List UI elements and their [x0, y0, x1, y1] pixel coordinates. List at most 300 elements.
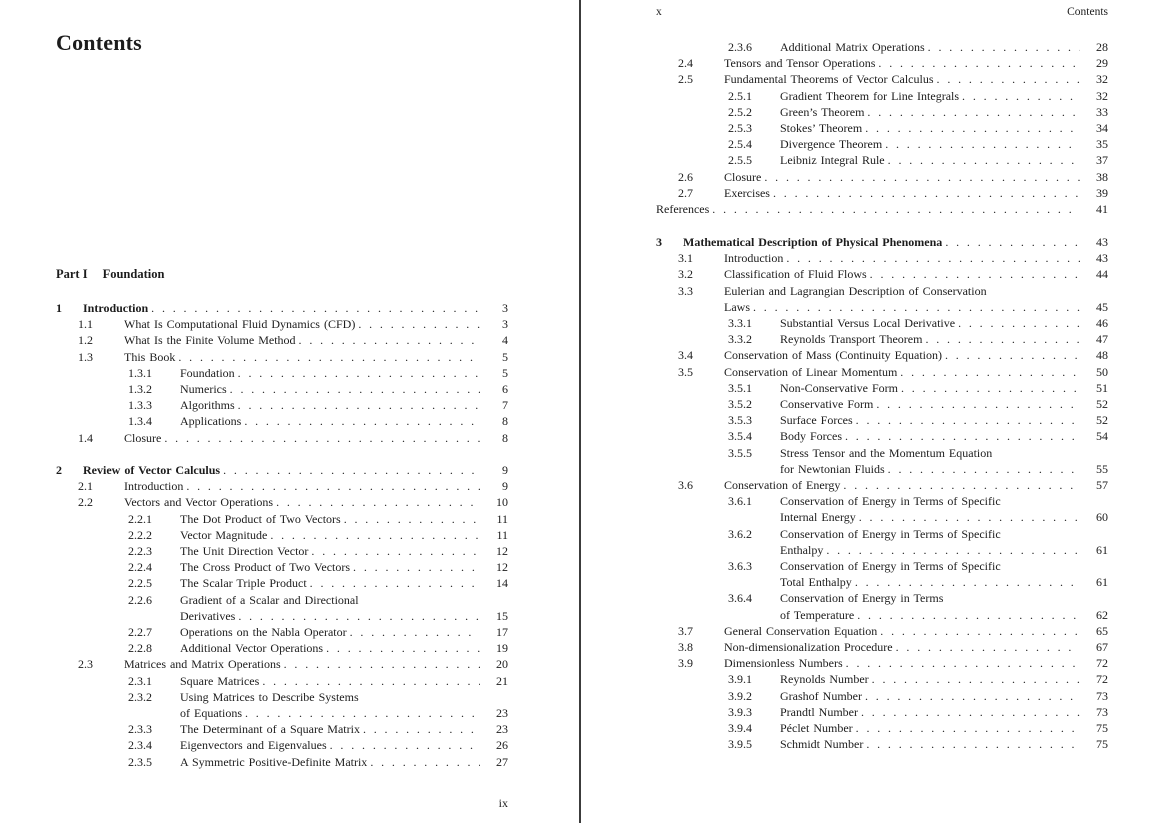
entry-number: 3.3 — [678, 283, 693, 298]
entry-number: 3.6.3 — [728, 559, 752, 574]
entry-page-number: 12 — [496, 544, 508, 559]
dot-leader — [856, 509, 1080, 525]
entry-title: Vector Magnitude — [180, 527, 268, 542]
entry-number: 3.1 — [678, 251, 693, 266]
entry-number: 1.3.4 — [128, 414, 152, 429]
toc-chapter-2-block — [56, 462, 508, 770]
entry-page-number: 8 — [502, 414, 508, 429]
toc-entry-line — [656, 152, 1108, 168]
entry-number: 3.4 — [678, 348, 693, 363]
toc-entry-line — [656, 704, 1108, 720]
dot-leader — [823, 542, 1080, 558]
entry-number: 3.7 — [678, 623, 693, 638]
toc-entry-line — [56, 624, 508, 640]
entry-number: 1.3.2 — [128, 382, 152, 397]
entry-title: Green’s Theorem — [780, 104, 865, 119]
entry-page-number: 33 — [1096, 104, 1108, 119]
entry-number: 3.6.4 — [728, 591, 752, 606]
dot-leader — [898, 380, 1080, 396]
toc-entry-line — [56, 721, 508, 737]
toc-entry-line — [656, 299, 1108, 315]
entry-number: 1.2 — [78, 333, 93, 348]
toc-entry-line — [656, 331, 1108, 347]
toc-chapter-2-continued-block — [656, 39, 1108, 217]
entry-page-number: 17 — [496, 625, 508, 640]
toc-entry-line — [656, 201, 1108, 217]
entry-number: 1.1 — [78, 317, 93, 332]
toc-entry-line — [656, 558, 1108, 574]
toc-entry-line — [656, 736, 1108, 752]
entry-page-number: 15 — [496, 608, 508, 623]
entry-title: Conservation of Mass (Continuity Equation) — [724, 348, 942, 363]
dot-leader — [854, 607, 1080, 623]
entry-number: 2.1 — [78, 479, 93, 494]
entry-page-number: 19 — [496, 641, 508, 656]
entry-page-number: 21 — [496, 673, 508, 688]
entry-title: What Is the Finite Volume Method — [124, 333, 296, 348]
dot-leader — [761, 169, 1080, 185]
toc-entry-line — [656, 639, 1108, 655]
entry-title: Non-Conservative Form — [780, 380, 898, 395]
toc-entry-line — [56, 673, 508, 689]
toc-entry-line — [56, 689, 508, 705]
entry-number: 3.5.5 — [728, 445, 752, 460]
dot-leader — [877, 623, 1080, 639]
toc-entry-line — [656, 590, 1108, 606]
toc-entry-line — [56, 737, 508, 753]
entry-page-number: 65 — [1096, 623, 1108, 638]
entry-page-number: 7 — [502, 398, 508, 413]
toc-entry-line — [656, 71, 1108, 87]
toc-entry-line — [656, 364, 1108, 380]
entry-page-number: 26 — [496, 738, 508, 753]
entry-page-number: 9 — [502, 479, 508, 494]
dot-leader — [783, 250, 1080, 266]
entry-page-number: 45 — [1096, 299, 1108, 314]
entry-title: Using Matrices to Describe Systems — [180, 689, 359, 704]
entry-page-number: 6 — [502, 382, 508, 397]
left-page-folio: ix — [498, 796, 508, 810]
entry-page-number: 3 — [502, 317, 508, 332]
dot-leader — [864, 104, 1080, 120]
entry-number: 2.7 — [678, 185, 693, 200]
dot-leader — [842, 428, 1080, 444]
entry-number: 1.3 — [78, 349, 93, 364]
entry-title: Introduction — [724, 251, 784, 266]
entry-page-number: 3 — [502, 301, 508, 315]
entry-number: 2.3.3 — [128, 722, 152, 737]
entry-number: 2.2.6 — [128, 592, 152, 607]
entry-number: 3.5.2 — [728, 397, 752, 412]
entry-title: Conservation of Energy in Terms of Specific — [780, 526, 1001, 541]
dot-leader — [853, 412, 1080, 428]
entry-title: Péclet Number — [780, 721, 853, 736]
entry-page-number: 38 — [1096, 169, 1108, 184]
entry-title: Divergence Theorem — [780, 137, 883, 152]
entry-number: 2.3.1 — [128, 673, 152, 688]
dot-leader — [840, 477, 1080, 493]
page-title: Contents — [56, 30, 142, 55]
entry-number: 3.5.3 — [728, 413, 752, 428]
entry-title: Body Forces — [780, 429, 842, 444]
entry-number: 3.5 — [678, 364, 693, 379]
toc-entry-line — [56, 430, 508, 446]
toc-entry-line — [56, 413, 508, 429]
entry-title: This Book — [124, 349, 176, 364]
entry-number: 2.3.4 — [128, 738, 152, 753]
toc-entry-line — [656, 104, 1108, 120]
entry-title: Conservation of Energy — [724, 478, 841, 493]
dot-leader — [220, 462, 480, 478]
entry-page-number: 55 — [1096, 461, 1108, 476]
entry-title: Vectors and Vector Operations — [124, 495, 274, 510]
dot-leader — [862, 120, 1080, 136]
entry-page-number: 60 — [1096, 510, 1108, 525]
toc-chapter-1-block — [56, 300, 508, 446]
entry-number: 2.6 — [678, 169, 693, 184]
dot-leader — [323, 640, 480, 656]
entry-number: 2.5.3 — [728, 121, 752, 136]
entry-title: Conservation of Energy in Terms of Specific — [780, 494, 1001, 509]
dot-leader — [355, 316, 480, 332]
toc-entry-line — [656, 688, 1108, 704]
entry-title: Fundamental Theorems of Vector Calculus — [724, 72, 934, 87]
entry-title: Reynolds Number — [780, 672, 869, 687]
entry-number: 3.6.1 — [728, 494, 752, 509]
entry-title: Exercises — [724, 185, 770, 200]
entry-number: 2.3 — [78, 657, 93, 672]
dot-leader — [341, 511, 480, 527]
toc-page-right — [581, 0, 1169, 823]
toc-page-left — [0, 0, 579, 823]
toc-chapter-3-block — [656, 234, 1108, 753]
dot-leader — [281, 656, 480, 672]
dot-leader — [709, 201, 1080, 217]
entry-title: Dimensionless Numbers — [724, 656, 843, 671]
toc-entry-line — [656, 250, 1108, 266]
dot-leader — [183, 478, 480, 494]
entry-page-number: 73 — [1096, 688, 1108, 703]
toc-entry-line — [56, 754, 508, 770]
entry-number: 3.3.1 — [728, 316, 752, 331]
entry-page-number: 75 — [1096, 721, 1108, 736]
dot-leader — [893, 639, 1080, 655]
toc-entry-line — [656, 655, 1108, 671]
dot-leader — [235, 608, 480, 624]
entry-page-number: 5 — [502, 349, 508, 364]
entry-page-number: 27 — [496, 754, 508, 769]
entry-number: 2 — [56, 463, 62, 477]
entry-page-number: 61 — [1096, 575, 1108, 590]
entry-number: 3.8 — [678, 640, 693, 655]
toc-entry-line — [656, 509, 1108, 525]
entry-title: Conservation of Linear Momentum — [724, 364, 898, 379]
toc-entry-line — [656, 445, 1108, 461]
entry-page-number: 37 — [1096, 153, 1108, 168]
dot-leader — [148, 300, 480, 316]
entry-title: Gradient Theorem for Line Integrals — [780, 88, 960, 103]
dot-leader — [296, 332, 480, 348]
entry-number: 3.5.4 — [728, 429, 752, 444]
entry-title: Operations on the Nabla Operator — [180, 625, 347, 640]
toc-entry-line — [656, 477, 1108, 493]
toc-entry-line — [656, 574, 1108, 590]
entry-title: Prandtl Number — [780, 704, 858, 719]
entry-title: A Symmetric Positive-Definite Matrix — [180, 754, 368, 769]
dot-leader — [885, 152, 1080, 168]
entry-page-number: 72 — [1096, 656, 1108, 671]
dot-leader — [873, 396, 1080, 412]
entry-title: Additional Vector Operations — [180, 641, 324, 656]
entry-title: The Scalar Triple Product — [180, 576, 307, 591]
entry-title: Introduction — [83, 301, 149, 315]
toc-entry-line — [656, 347, 1108, 363]
entry-number: 1 — [56, 301, 62, 315]
entry-page-number: 23 — [496, 706, 508, 721]
entry-title: Leibniz Integral Rule — [780, 153, 885, 168]
entry-title: Conservation of Energy in Terms — [780, 591, 944, 606]
dot-leader — [885, 461, 1080, 477]
entry-page-number: 8 — [502, 430, 508, 445]
toc-entry-line — [656, 412, 1108, 428]
entry-number: 2.4 — [678, 56, 693, 71]
entry-number: 2.5 — [678, 72, 693, 87]
dot-leader — [862, 688, 1080, 704]
entry-page-number: 43 — [1096, 235, 1108, 249]
dot-leader — [259, 673, 480, 689]
dot-leader — [350, 559, 480, 575]
toc-entry-line — [656, 185, 1108, 201]
entry-title: General Conservation Equation — [724, 623, 878, 638]
entry-page-number: 4 — [502, 333, 508, 348]
dot-leader — [161, 430, 480, 446]
entry-title: Closure — [124, 430, 162, 445]
entry-page-number: 67 — [1096, 640, 1108, 655]
entry-title: Enthalpy — [780, 542, 824, 557]
toc-entry-line — [56, 543, 508, 559]
entry-title: References — [656, 202, 710, 217]
entry-title: The Dot Product of Two Vectors — [180, 511, 341, 526]
dot-leader — [922, 331, 1080, 347]
running-head-title: Contents — [1067, 6, 1108, 18]
toc-entry-line — [56, 478, 508, 494]
entry-title: Classification of Fluid Flows — [724, 267, 867, 282]
toc-entry-line — [656, 493, 1108, 509]
entry-page-number: 12 — [496, 560, 508, 575]
entry-title: Internal Energy — [780, 510, 856, 525]
entry-number: 2.2 — [78, 495, 93, 510]
entry-page-number: 34 — [1096, 121, 1108, 136]
entry-page-number: 39 — [1096, 185, 1108, 200]
entry-number: 1.3.3 — [128, 398, 152, 413]
toc-entry-line — [656, 542, 1108, 558]
toc-entry-line — [56, 592, 508, 608]
dot-leader — [853, 720, 1080, 736]
entry-page-number: 72 — [1096, 672, 1108, 687]
entry-title: Eulerian and Lagrangian Description of Conservation — [724, 283, 987, 298]
entry-page-number: 51 — [1096, 380, 1108, 395]
dot-leader — [843, 655, 1080, 671]
entry-number: 3.9.4 — [728, 721, 752, 736]
dot-leader — [367, 754, 480, 770]
entry-title: Stokes’ Theorem — [780, 121, 863, 136]
entry-page-number: 50 — [1096, 364, 1108, 379]
dot-leader — [227, 381, 480, 397]
dot-leader — [934, 71, 1080, 87]
entry-number: 2.2.7 — [128, 625, 152, 640]
entry-number: 3.9.5 — [728, 737, 752, 752]
entry-title: Stress Tensor and the Momentum Equation — [780, 445, 993, 460]
toc-entry-line — [56, 527, 508, 543]
entry-number: 3.9.1 — [728, 672, 752, 687]
entry-title: Foundation — [180, 365, 235, 380]
entry-number: 3.9.2 — [728, 688, 752, 703]
part-heading — [56, 266, 164, 282]
entry-title: Grashof Number — [780, 688, 862, 703]
dot-leader — [869, 671, 1080, 687]
entry-title: What Is Computational Fluid Dynamics (CFD) — [124, 317, 356, 332]
entry-page-number: 46 — [1096, 316, 1108, 331]
entry-title: The Cross Product of Two Vectors — [180, 560, 351, 575]
dot-leader — [360, 721, 480, 737]
dot-leader — [897, 364, 1080, 380]
entry-page-number: 23 — [496, 722, 508, 737]
dot-leader — [942, 234, 1080, 250]
entry-page-number: 43 — [1096, 251, 1108, 266]
dot-leader — [235, 397, 480, 413]
entry-title: Eigenvectors and Eigenvalues — [180, 738, 327, 753]
dot-leader — [241, 413, 480, 429]
entry-title: Laws — [724, 299, 750, 314]
toc-entry-line — [56, 559, 508, 575]
entry-number: 2.2.2 — [128, 527, 152, 542]
entry-title: of Equations — [180, 706, 242, 721]
entry-number: 2.5.4 — [728, 137, 752, 152]
toc-entry-line — [56, 656, 508, 672]
entry-page-number: 10 — [496, 495, 508, 510]
entry-number: 3.5.1 — [728, 380, 752, 395]
entry-page-number: 61 — [1096, 542, 1108, 557]
dot-leader — [955, 315, 1080, 331]
toc-entry-line — [56, 316, 508, 332]
dot-leader — [267, 527, 480, 543]
dot-leader — [925, 39, 1080, 55]
toc-entry-line — [56, 705, 508, 721]
dot-leader — [750, 299, 1080, 315]
toc-entry-line — [656, 428, 1108, 444]
entry-page-number: 11 — [496, 511, 508, 526]
entry-page-number: 57 — [1096, 478, 1108, 493]
dot-leader — [959, 88, 1080, 104]
entry-number: 2.3.2 — [128, 689, 152, 704]
dot-leader — [942, 347, 1080, 363]
toc-entry-line — [656, 315, 1108, 331]
toc-entry-line — [656, 120, 1108, 136]
entry-title: Surface Forces — [780, 413, 853, 428]
entry-title: Conservative Form — [780, 397, 874, 412]
entry-title: Review of Vector Calculus — [83, 463, 221, 477]
toc-entry-line — [656, 88, 1108, 104]
toc-entry-line — [56, 397, 508, 413]
dot-leader — [175, 349, 480, 365]
entry-title: Matrices and Matrix Operations — [124, 657, 281, 672]
entry-title: Square Matrices — [180, 673, 260, 688]
toc-entry-line — [656, 55, 1108, 71]
toc-entry-line — [656, 283, 1108, 299]
entry-page-number: 32 — [1096, 88, 1108, 103]
entry-number: 2.5.1 — [728, 88, 752, 103]
entry-title: Algorithms — [180, 398, 235, 413]
entry-number: 3.9.3 — [728, 704, 752, 719]
toc-entry-line — [656, 607, 1108, 623]
toc-entry-line — [656, 39, 1108, 55]
entry-title: Gradient of a Scalar and Directional — [180, 592, 359, 607]
toc-entry-line — [56, 365, 508, 381]
entry-page-number: 14 — [496, 576, 508, 591]
entry-page-number: 47 — [1096, 332, 1108, 347]
dot-leader — [863, 736, 1080, 752]
toc-entry-line — [656, 526, 1108, 542]
dot-leader — [235, 365, 480, 381]
entry-number: 2.3.6 — [728, 40, 752, 54]
entry-page-number: 35 — [1096, 137, 1108, 152]
entry-page-number: 54 — [1096, 429, 1108, 444]
dot-leader — [273, 494, 480, 510]
toc-entry-line — [56, 640, 508, 656]
entry-number: 1.3.1 — [128, 365, 152, 380]
dot-leader — [858, 704, 1080, 720]
entry-number: 2.2.5 — [128, 576, 152, 591]
entry-title: Substantial Versus Local Derivative — [780, 316, 956, 331]
entry-title: Numerics — [180, 382, 227, 397]
toc-entry-line — [656, 720, 1108, 736]
entry-number: 2.2.3 — [128, 544, 152, 559]
entry-number: 1.4 — [78, 430, 93, 445]
entry-page-number: 41 — [1096, 202, 1108, 217]
toc-entry-line — [56, 349, 508, 365]
entry-number: 2.5.5 — [728, 153, 752, 168]
entry-page-number: 44 — [1096, 267, 1108, 282]
right-page-folio: x — [656, 6, 662, 18]
entry-page-number: 11 — [496, 527, 508, 542]
entry-number: 3 — [656, 235, 662, 249]
dot-leader — [347, 624, 480, 640]
entry-number: 3.6 — [678, 478, 693, 493]
entry-title: Mathematical Description of Physical Phenomena — [683, 235, 943, 249]
entry-number: 2.2.8 — [128, 641, 152, 656]
entry-page-number: 5 — [502, 365, 508, 380]
dot-leader — [770, 185, 1080, 201]
entry-page-number: 52 — [1096, 413, 1108, 428]
toc-entry-line — [656, 266, 1108, 282]
entry-title: Tensors and Tensor Operations — [724, 56, 876, 71]
dot-leader — [875, 55, 1080, 71]
toc-entry-line — [656, 169, 1108, 185]
entry-number: 2.5.2 — [728, 104, 752, 119]
entry-page-number: 75 — [1096, 737, 1108, 752]
dot-leader — [307, 575, 480, 591]
dot-leader — [867, 266, 1080, 282]
toc-entry-line — [56, 381, 508, 397]
entry-title: Non-dimensionalization Procedure — [724, 640, 893, 655]
entry-title: for Newtonian Fluids — [780, 461, 885, 476]
toc-entry-line — [656, 623, 1108, 639]
toc-entry-line — [656, 671, 1108, 687]
entry-page-number: 62 — [1096, 607, 1108, 622]
toc-entry-line — [656, 380, 1108, 396]
toc-entry-line — [656, 396, 1108, 412]
toc-entry-line — [656, 461, 1108, 477]
